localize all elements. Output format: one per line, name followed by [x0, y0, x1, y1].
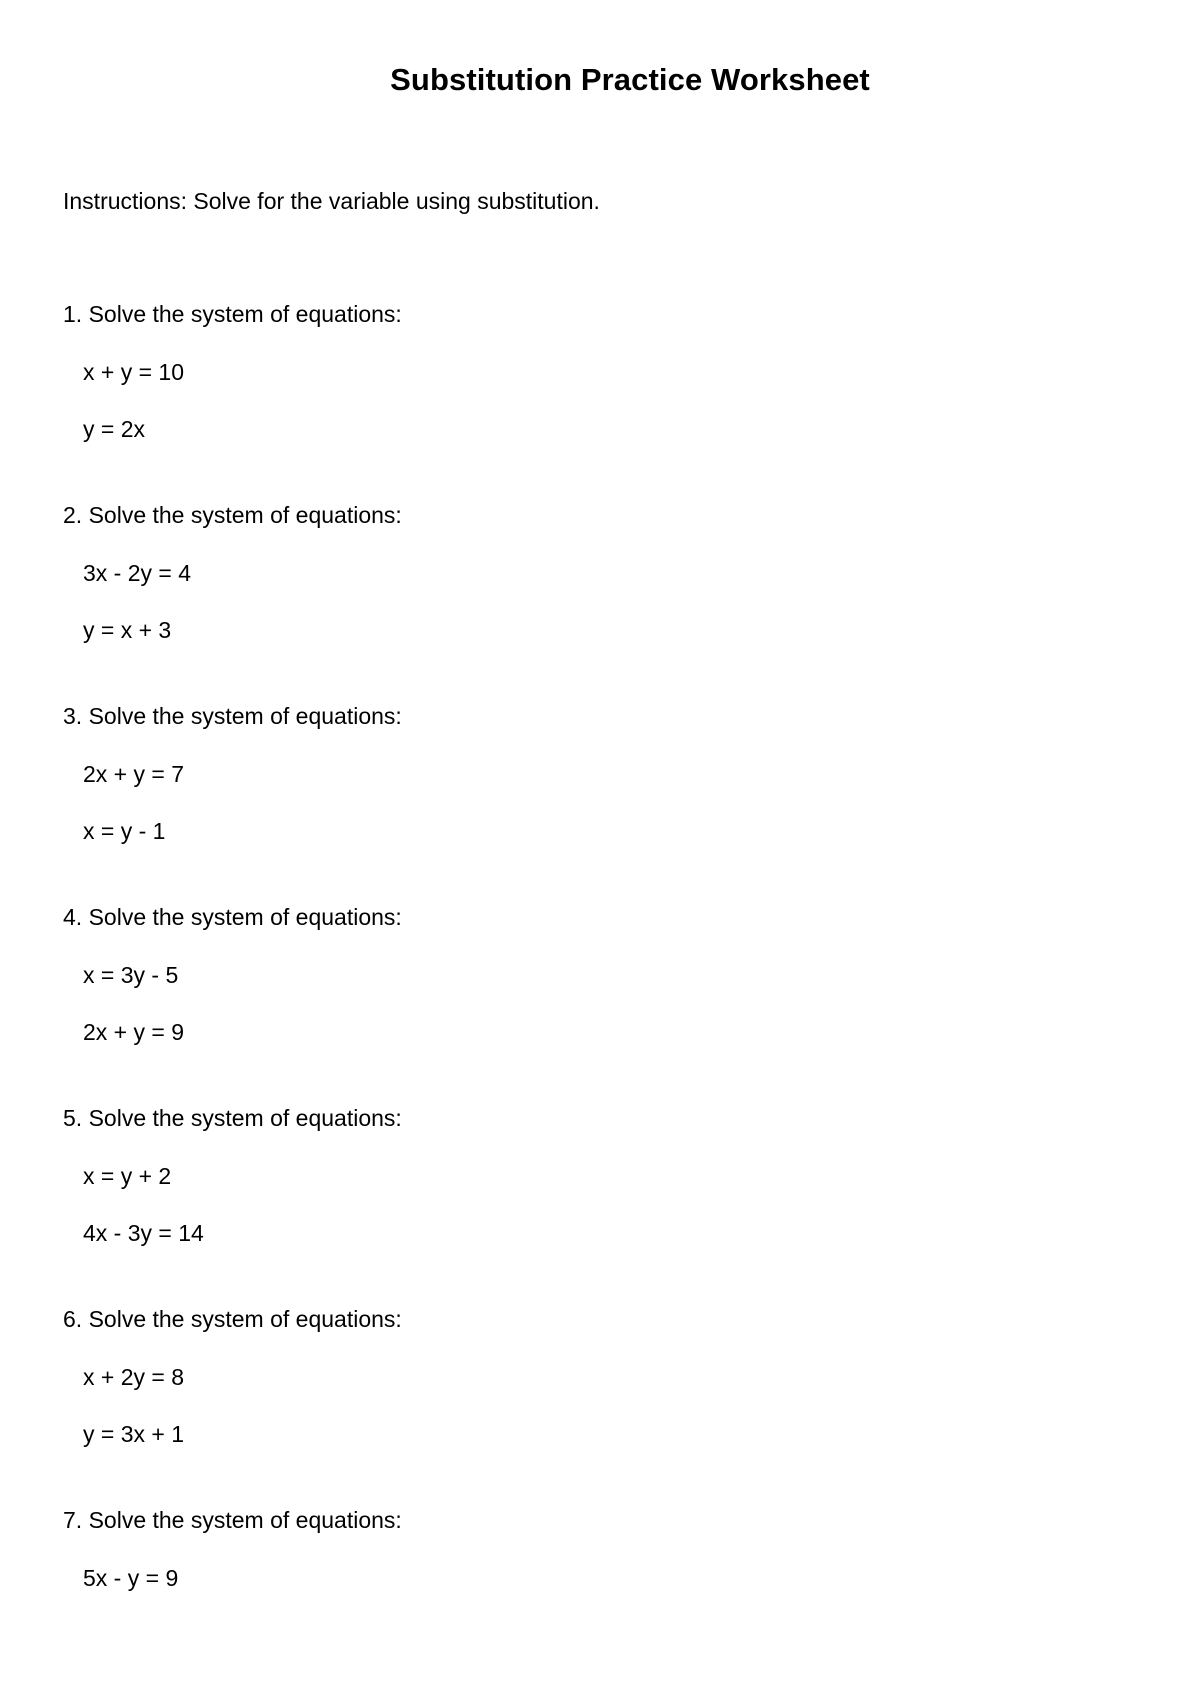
equation: 2x + y = 9: [83, 1019, 185, 1045]
problem-heading: 5. Solve the system of equations:: [63, 1105, 402, 1131]
problem-heading: 4. Solve the system of equations:: [63, 904, 402, 930]
problem-heading: 2. Solve the system of equations:: [63, 502, 402, 528]
equation: x = 3y - 5: [83, 962, 179, 988]
equation: 4x - 3y = 14: [83, 1220, 204, 1246]
equation: x = y + 2: [83, 1163, 172, 1189]
problem-heading: 7. Solve the system of equations:: [63, 1507, 402, 1533]
page-title: Substitution Practice Worksheet: [390, 62, 870, 97]
equation: 2x + y = 7: [83, 761, 185, 787]
problem-heading: 6. Solve the system of equations:: [63, 1306, 402, 1332]
problem-heading: 3. Solve the system of equations:: [63, 703, 402, 729]
equation: x = y - 1: [83, 818, 166, 844]
equation: y = x + 3: [83, 617, 172, 643]
equation: x + 2y = 8: [83, 1364, 185, 1390]
equation: y = 3x + 1: [83, 1421, 185, 1447]
equation: x + y = 10: [83, 359, 185, 385]
equation: 5x - y = 9: [83, 1565, 179, 1591]
problem-heading: 1. Solve the system of equations:: [63, 301, 402, 327]
equation: y = 2x: [83, 416, 146, 442]
instructions-text: Instructions: Solve for the variable using substitution.: [63, 188, 600, 214]
equation: 3x - 2y = 4: [83, 560, 192, 586]
